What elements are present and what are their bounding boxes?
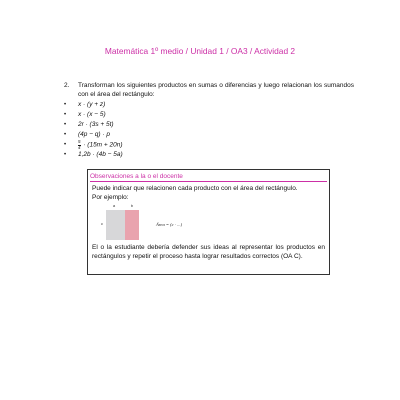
page-header: Matemática 1º medio / Unidad 1 / OA3 / Actividad 2 [104,46,296,56]
teacher-notes-paragraph: El o la estudiante debería defender sus ideas al representar los productos en rectángulos y repetir el proceso hasta lograr resultados correctos (OA C). [92,244,325,260]
fraction-denominator: 4 [78,144,81,150]
bullet-icon: • [64,112,67,118]
area-formula: Área = (c · ...) [156,222,183,227]
expression: 2r · (3s + 5t) [78,121,114,128]
teacher-notes-box [87,169,330,275]
rectangle-part-a [106,210,125,240]
bullet-icon: • [64,142,67,148]
bullet-icon: • [64,102,67,108]
bullet-icon: • [64,132,67,138]
expression: x · (x − 5) [78,111,106,118]
rectangle-part-b [125,210,139,240]
area-rectangle-figure [92,203,212,243]
expression: (4p − q) · p [78,131,110,138]
fraction-numerator: 5 [78,139,81,144]
teacher-notes-instruction: Puede indicar que relacionen cada producto con el área del rectángulo. [92,185,298,192]
problem-statement [64,82,354,99]
bullet-icon: • [64,122,67,128]
figure-label-b: b [130,203,134,208]
teacher-notes-title: Observaciones a la o el docente [90,172,327,182]
expression-rest: · (15m + 20n) [81,141,123,149]
figure-label-c: c [101,221,103,226]
figure-label-a: a [112,203,116,208]
problem-number: 2. [64,82,70,89]
expression: 1,2b · (4b − 5a) [78,151,123,158]
fraction [78,140,81,150]
bullet-icon: • [64,152,67,158]
teacher-notes-example-label: Por ejemplo: [92,194,129,201]
expression: x · (y + z) [78,101,106,108]
problem-intro: Transforman los siguientes productos en sumas o diferencias y luego relacionan los sumandos con el área del rectángulo: [78,82,354,98]
